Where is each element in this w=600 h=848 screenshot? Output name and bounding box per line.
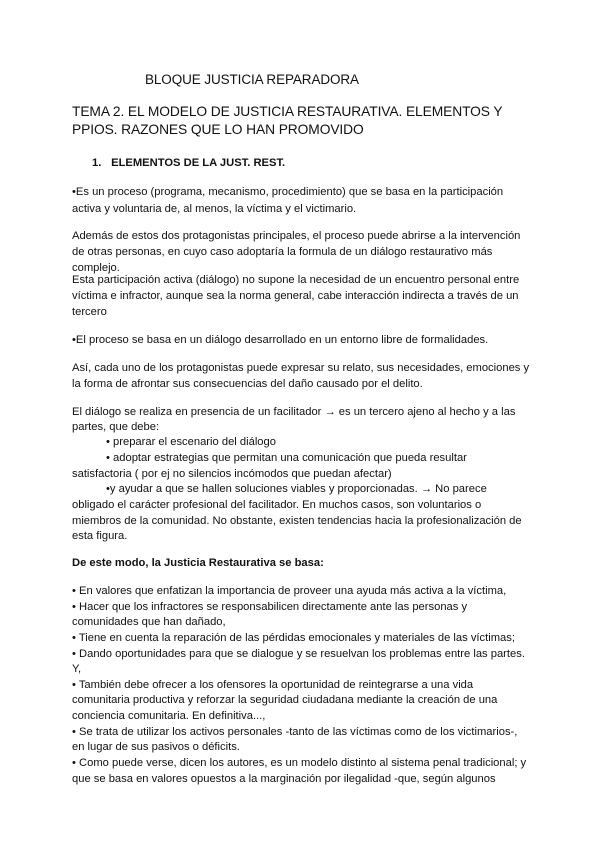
list-item: • Dando oportunidades para que se dialogue y se resuelvan los problemas entre las partes. [72,648,525,660]
paragraph-line: El diálogo se realiza en presencia de un facilitador → es un tercero ajeno al hecho y a las [72,406,516,418]
paragraph-line: la forma de afrontar sus consecuencias del daño causado por el delito. [72,378,423,390]
paragraph-line: satisfactoria ( por ej no silencios incómodos que puedan afectar) [72,468,392,480]
list-item: • Tiene en cuenta la reparación de las pérdidas emocionales y materiales de las víctimas; [72,632,515,644]
list-item: • También debe ofrecer a los ofensores la oportunidad de reintegrarse a una vida [72,679,474,691]
topic-title-line-2: PPIOS. RAZONES QUE LO HAN PROMOVIDO [72,122,364,137]
bold-heading: De este modo, la Justicia Restaurativa se basa: [72,557,324,569]
bullet-item: •y ayudar a que se hallen soluciones viables y proporcionadas. → No parece [106,483,487,495]
list-item: conciencia comunitaria. En definitiva..., [72,710,266,722]
paragraph-line: tercero [72,306,107,318]
paragraph-line: activa y voluntaria de, al menos, la víctima y el victimario. [72,203,357,215]
list-item: • Se trata de utilizar los activos personales -tanto de las víctimas como de los victimarios-, [72,726,518,738]
bullet-item: • adoptar estrategias que permitan una comunicación que pueda resultar [106,452,467,464]
paragraph-line: Además de estos dos protagonistas principales, el proceso puede abrirse a la intervención [72,230,521,242]
bullet-item: • preparar el escenario del diálogo [106,436,276,448]
paragraph-line: partes, que debe: [72,421,160,433]
paragraph-line: obligado el carácter profesional del facilitador. En muchos casos, son voluntarios o [72,499,482,511]
list-item: en lugar de sus pasivos o déficits. [72,741,240,753]
paragraph-line: víctima e infractor, aunque sea la norma general, cabe interacción indirecta a través de un [72,290,519,302]
list-item: • En valores que enfatizan la importancia de proveer una ayuda más activa a la víctima, [72,585,507,597]
paragraph-line: •El proceso se basa en un diálogo desarrollado en un entorno libre de formalidades. [72,334,489,346]
paragraph-line: miembros de la comunidad. No obstante, existen tendencias hacia la profesionalización de [72,515,522,527]
block-title: BLOQUE JUSTICIA REPARADORA [145,72,359,87]
list-item: • Como puede verse, dicen los autores, es un modelo distinto al sistema penal tradicional; y [72,757,527,769]
topic-title-line-1: TEMA 2. EL MODELO DE JUSTICIA RESTAURATIVA. ELEMENTOS Y [72,104,503,119]
section-number: 1. [92,157,102,169]
list-item: comunitaria productiva y reforzar la seguridad ciudadana mediante la creación de una [72,694,498,706]
paragraph-line: de otras personas, en cuyo caso adoptaría la formula de un diálogo restaurativo más [72,246,493,258]
section-heading [92,157,285,169]
paragraph-line: complejo. [72,262,120,274]
list-item: comunidades que han dañado, [72,616,226,628]
list-item: que se basa en valores opuestos a la marginación por ilegalidad -que, según algunos [72,773,496,785]
section-title: ELEMENTOS DE LA JUST. REST. [111,157,286,169]
paragraph-line: Esta participación activa (diálogo) no supone la necesidad de un encuentro personal entre [72,274,520,286]
list-item: • Hacer que los infractores se responsabilicen directamente ante las personas y [72,601,468,613]
paragraph-line: Así, cada uno de los protagonistas puede expresar su relato, sus necesidades, emociones y [72,362,530,374]
paragraph-line: •Es un proceso (programa, mecanismo, procedimiento) que se basa en la participación [72,186,504,198]
paragraph-line: esta figura. [72,530,128,542]
list-item: Y, [72,663,82,675]
